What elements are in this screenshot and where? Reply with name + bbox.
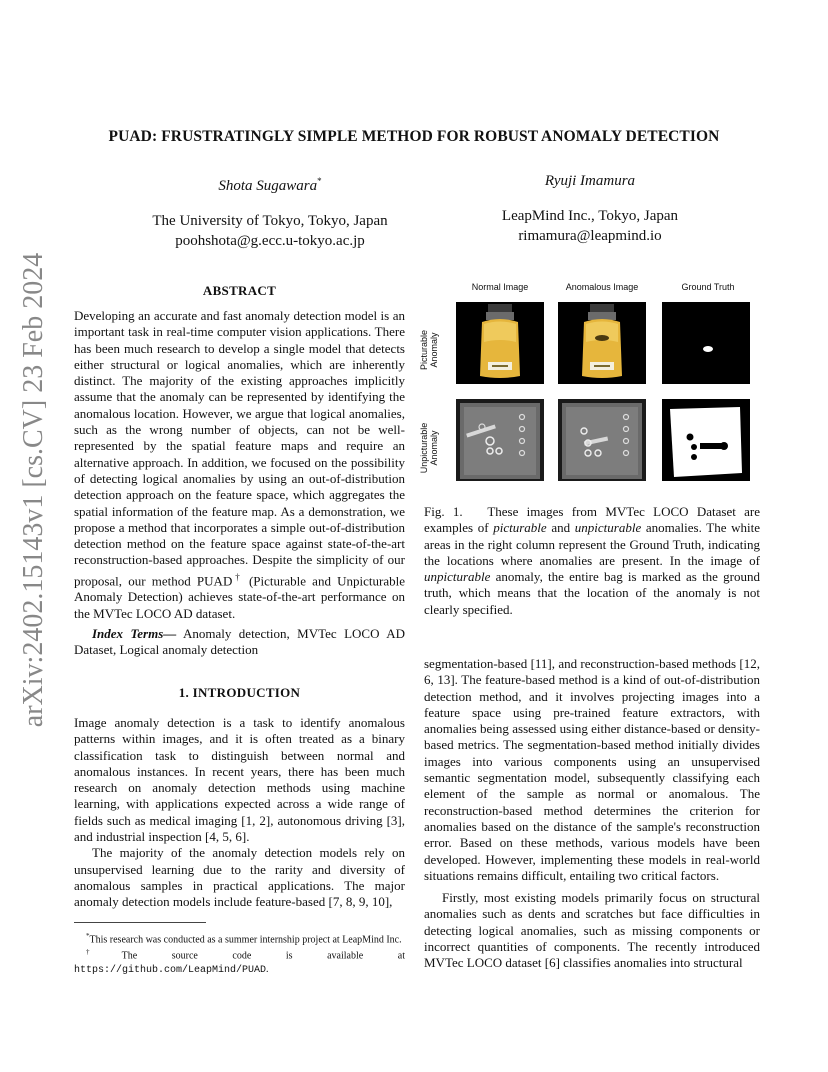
- introduction-heading: 1. INTRODUCTION: [178, 685, 301, 700]
- anomalous-jar-image: [558, 302, 646, 384]
- abstract-text-tail: (Picturable and Unpicturable Anomaly Detection) achieves state-of-the-art performance on the MVTec LOCO AD dataset.: [74, 573, 406, 621]
- anomalous-bag-image: [558, 399, 646, 481]
- arxiv-identifier: [2, 252, 66, 728]
- footnote-mark: *: [86, 932, 90, 940]
- figure-1-caption: [424, 504, 760, 618]
- figure-row-label-line: Picturable: [419, 329, 429, 371]
- author-name: Ryuji Imamura: [544, 173, 636, 189]
- caption-text: anomaly, the entire bag is marked as the ground truth, which means that the location of the anomaly is not clearly specified.: [424, 569, 760, 617]
- author-email: rimamura@leapmind.io: [518, 228, 662, 244]
- ground-truth-bag-mask: [662, 399, 750, 481]
- author-affiliation: The University of Tokyo, Tokyo, Japan: [152, 213, 388, 229]
- normal-jar-image: [456, 302, 544, 384]
- footnote-2: The source code is available at: [121, 950, 406, 962]
- caption-text: anomalies. The white areas in the right column represent the Ground Truth, indicating the locations where anomalies are present. In the image of: [424, 520, 761, 568]
- figure-column-label: Normal Image: [471, 282, 529, 292]
- figure-1: [419, 275, 764, 495]
- caption-emphasis: picturable: [493, 520, 547, 536]
- index-terms-label: Index Terms—: [92, 626, 177, 641]
- abstract-heading: ABSTRACT: [202, 283, 277, 298]
- introduction-body: [74, 715, 405, 911]
- abstract-body: [74, 308, 405, 622]
- figure-column-label: Ground Truth: [681, 282, 735, 292]
- right-column-body: [424, 656, 760, 972]
- author-block-1: [120, 171, 420, 251]
- caption-emphasis: unpicturable: [424, 569, 491, 585]
- caption-text: These images from MVTec LOCO Dataset are examples of: [424, 504, 760, 536]
- figure-row-label-line: Anomaly: [429, 332, 439, 368]
- figure-column-label: Anomalous Image: [565, 282, 639, 292]
- introduction-paragraph-2: The majority of the anomaly detection models rely on unsupervised learning due to the rarity and diversity of anomalous samples in practical applications. The major anomaly detection models include feature-based [7, 8, 9, 10],: [74, 845, 405, 910]
- normal-bag-image: [456, 399, 544, 481]
- footnotes: [74, 930, 405, 977]
- caption-emphasis: unpicturable: [574, 520, 642, 536]
- footnote-2-end: .: [266, 963, 269, 975]
- abstract-footnote-mark: †: [232, 571, 243, 582]
- caption-text: and: [546, 520, 575, 536]
- figure-row-label-line: Unpicturable: [419, 422, 429, 474]
- body-paragraph: segmentation-based [11], and reconstruction-based methods [12, 6, 13]. The feature-based method is a kind of out-of-distribution detection method, and it involves projecting images into a feature space using pre-trained feature extractors, with anomalies being assessed using either distance-based or density-based metrics. The segmentation-based method initially divides images into various components using an unsupervised semantic segmentation model, subsequently classifying each element of the sample as normal or anomalous. The reconstruction-based method determines the criterion for anomalies based on the distance of the sample's reconstruction error. Based on these methods, various models have been developed. However, implementing these models in real-world situations remains difficult, entailing two critical factors.: [424, 656, 760, 883]
- body-paragraph: Firstly, most existing models primarily focus on structural anomalies such as dents and scratches but face difficulties in detecting logical anomalies, such as missing components or incorrect quantities of components. The recently introduced MVTec LOCO dataset [6] classifies anomalies into structural: [424, 890, 760, 971]
- author-name: Shota Sugawara: [218, 178, 318, 194]
- author-affiliation: LeapMind Inc., Tokyo, Japan: [501, 208, 679, 224]
- introduction-paragraph-1: Image anomaly detection is a task to identify anomalous patterns within images, and it is often treated as a binary classification task to distinguish between normal and anomalous instances. In recent years, there has been much research on anomaly detection methods using machine learning, with applications expected across a wide range of fields such as medical imaging [1, 2], autonomous driving [3], and industrial inspection [4, 5, 6].: [74, 715, 405, 845]
- author-block-2: [440, 171, 740, 246]
- author-mark: *: [317, 176, 322, 186]
- footnote-url-link[interactable]: https://github.com/LeapMind/PUAD: [74, 964, 267, 976]
- caption-label: Fig. 1.: [424, 504, 463, 519]
- paper-title: PUAD: FRUSTRATINGLY SIMPLE METHOD FOR ROBUST ANOMALY DETECTION: [108, 128, 720, 145]
- figure-row-label-line: Anomaly: [429, 430, 439, 466]
- arxiv-identifier-text: arXiv:2402.15143v1 [cs.CV] 23 Feb 2024: [18, 252, 49, 728]
- abstract-text: Developing an accurate and fast anomaly detection model is an important task in real-time computer vision applications. There has been much research to develop a single model that detects either structural or logical anomalies, which are inherently distinct. The majority of the existing approaches implicitly assume that the anomaly can be represented by identifying the anomalous location. However, we argue that logical anomalies, such as the wrong number of objects, can not be well-represented by the spatial feature maps and require an alternative approach. In addition, we focused on the possibility of detecting logical anomalies by using an out-of-distribution detection approach on the feature space, which aggregates the spatial information of the feature map. As a demonstration, we propose a method that incorporates a simple out-of-distribution detection method on the feature space against state-of-the-art reconstruction-based approaches. Despite the simplicity of our proposal, our method PUAD: [74, 308, 405, 589]
- footnote-rule: [74, 922, 206, 923]
- ground-truth-jar-mask: [662, 302, 750, 384]
- author-email: poohshota@g.ecc.u-tokyo.ac.jp: [175, 233, 365, 249]
- footnote-1: This research was conducted as a summer internship project at LeapMind Inc.: [89, 934, 402, 946]
- index-terms-text: Anomaly detection, MVTec LOCO AD Dataset, Logical anomaly detection: [74, 626, 405, 658]
- footnote-mark: †: [86, 948, 122, 957]
- index-terms: [74, 626, 405, 659]
